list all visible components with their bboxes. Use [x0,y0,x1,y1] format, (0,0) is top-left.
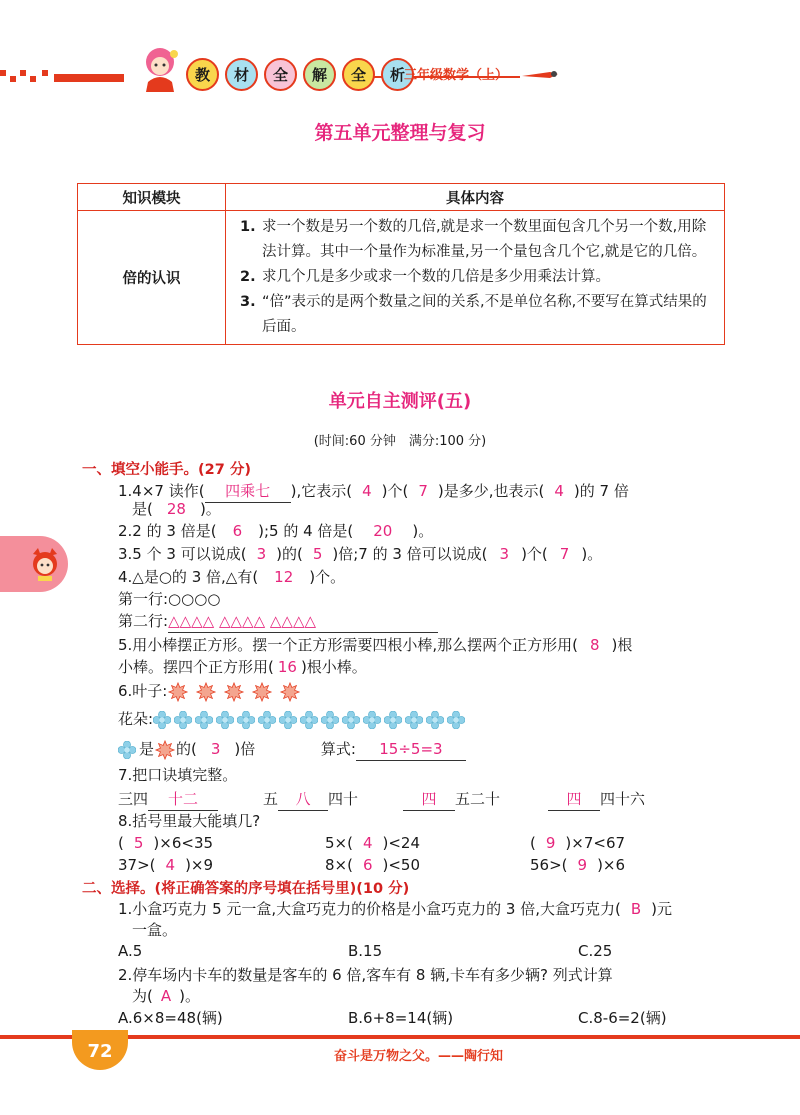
choice-option: C.25 [578,942,613,960]
answer: 4 [165,856,176,874]
flower-icon [153,711,171,729]
choice-option: A.6×8=48(辆) [118,1009,223,1027]
question-6-leaves: 6.叶子: [118,680,307,703]
question-4-row1: 第一行:○○○○ [118,590,221,608]
flower-icon [363,711,381,729]
answer: 15÷5=3 [379,740,443,758]
q8-item: ( 5 )×6<35 [118,834,214,852]
answer: 7 [559,545,570,563]
answer: B [630,900,642,918]
content-item: 3. “倍”表示的是两个数量之间的关系,不是单位名称,不要写在算式结果的后面。 [240,294,707,335]
question-1: 1.4×7 读作( 四乘七 ),它表示( 4 )个( 7 )是多少,也表示( 4 )的 7 倍 [118,480,629,503]
answer: 9 [545,834,556,852]
leaf-icon [195,681,217,703]
leaf-icon [251,681,273,703]
table-content-cell [226,211,725,345]
answer: 八 [295,790,311,808]
table-header-module: 知识模块 [78,184,226,211]
flower-icon [426,711,444,729]
leaf-icon [154,739,176,761]
girl-mascot-icon [134,42,186,94]
question-4: 4.△是○的 3 倍,△有( 12 )个。 [118,568,346,586]
cat-mascot-icon [28,546,62,582]
section-title: 第五单元整理与复习 [314,122,486,144]
answer: 4 [362,482,372,500]
answer: A [160,987,172,1005]
answer: 12 [274,568,294,586]
footer-motto: 奋斗是万物之父。——陶行知 [334,1049,504,1064]
answer: 16 [277,658,297,676]
flower-icon [342,711,360,729]
flower-icon [384,711,402,729]
answer: 四 [421,790,437,808]
q8-item: 8×( 6 )<50 [325,856,421,874]
header-badge: 析 [381,58,414,91]
table-module-cell: 倍的认识 [78,211,226,345]
question-4-row2: 第二行:△△△△ △△△△ △△△△ [118,610,438,633]
flower-icon [321,711,339,729]
choice-question-1: 1.小盒巧克力 5 元一盒,大盒巧克力的价格是小盒巧克力的 3 倍,大盒巧克力( B )元 [118,900,673,918]
header-grade: 三年级数学（上） [404,68,509,83]
leaf-icon [223,681,245,703]
choice-option: A.5 [118,942,143,960]
answer: 4 [554,482,564,500]
answer: △△△△ △△△△ △△△△ [168,612,317,630]
answer: 9 [577,856,588,874]
flower-icon [174,711,192,729]
choice-option: C.8-6=2(辆) [578,1009,667,1027]
leaf-icon [279,681,301,703]
answer: 十二 [168,790,199,808]
choice-question-2-cont: 为( A )。 [132,987,200,1005]
table-header-content: 具体内容 [226,184,725,211]
q7-item: 五 八 四十 [263,788,358,811]
page-number: 72 [72,1030,128,1070]
question-7: 7.把口诀填完整。 [118,766,238,784]
flower-icon [216,711,234,729]
choice-question-1-cont: 一盒。 [132,921,178,939]
answer: 3 [210,740,221,758]
question-5-cont: 小棒。摆四个正方形用( 16 )根小棒。 [118,658,367,676]
header-badge: 教 [186,58,219,91]
side-tab [0,536,68,592]
question-3: 3.5 个 3 可以说成( 3 )的( 5 )倍;7 的 3 倍可以说成( 3 )个( 7 )。 [118,545,603,563]
question-1-cont: 是( 28 )。 [132,500,221,518]
content-item: 1. 求一个数是另一个数的几倍,就是求一个数里面包含几个另一个数,用除法计算。其中一个量作为标准量,另一个量包含几个它,就是它的几倍。 [240,219,707,260]
answer: 5 [312,545,323,563]
flower-icon [258,711,276,729]
header-badge: 全 [342,58,375,91]
answer: 28 [166,500,186,518]
answer: 6 [362,856,373,874]
question-5: 5.用小棒摆正方形。摆一个正方形需要四根小棒,那么摆两个正方形用( 8 )根 [118,636,633,654]
answer: 3 [499,545,510,563]
header-title-badges [186,58,414,91]
flower-icon [279,711,297,729]
header-decoration [0,58,130,88]
q7-item: 四 五二十 [403,788,500,811]
knowledge-table [77,183,725,345]
q8-item: ( 9 )×7<67 [530,834,626,852]
answer: 8 [589,636,600,654]
answer: 7 [418,482,428,500]
answer: 四乘七 [225,482,271,500]
question-8: 8.括号里最大能填几? [118,812,261,830]
header-badge: 解 [303,58,336,91]
q8-item: 56>( 9 )×6 [530,856,626,874]
header-badge: 全 [264,58,297,91]
question-6-flowers: 花朵: [118,708,468,730]
question-2: 2.2 的 3 倍是( 6 );5 的 4 倍是( 20 )。 [118,522,434,540]
pencil-icon [520,64,560,84]
choice-question-2: 2.停车场内卡车的数量是客车的 6 倍,客车有 8 辆,卡车有多少辆? 列式计算 [118,966,613,984]
choice-option: B.15 [348,942,383,960]
flower-icon [195,711,213,729]
q8-item: 5×( 4 )<24 [325,834,421,852]
time-info: (时间:60 分钟 满分:100 分) [313,434,487,449]
choice-option: B.6+8=14(辆) [348,1009,454,1027]
q8-item: 37>( 4 )×9 [118,856,214,874]
part1-heading: 一、填空小能手。(27 分) [82,462,251,478]
flower-icon [300,711,318,729]
answer: 5 [133,834,144,852]
flower-icon [447,711,465,729]
answer: 3 [256,545,267,563]
header-badge: 材 [225,58,258,91]
answer: 20 [373,522,393,540]
unit-test-title: 单元自主测评(五) [328,391,472,412]
flower-icon [118,741,136,759]
leaf-icon [167,681,189,703]
part2-heading: 二、选择。(将正确答案的序号填在括号里)(10 分) [82,881,410,897]
q7-item: 三四 十二 [118,788,218,811]
question-6-answer: 是 的( 3 )倍 算式: 15÷5=3 [118,738,466,761]
content-item: 2. 求几个几是多少或求一个数的几倍是多少用乘法计算。 [240,269,610,285]
answer: 6 [232,522,243,540]
q7-item: 四 四十六 [548,788,645,811]
flower-icon [405,711,423,729]
answer: 四 [566,790,582,808]
answer: 4 [362,834,373,852]
flower-icon [237,711,255,729]
